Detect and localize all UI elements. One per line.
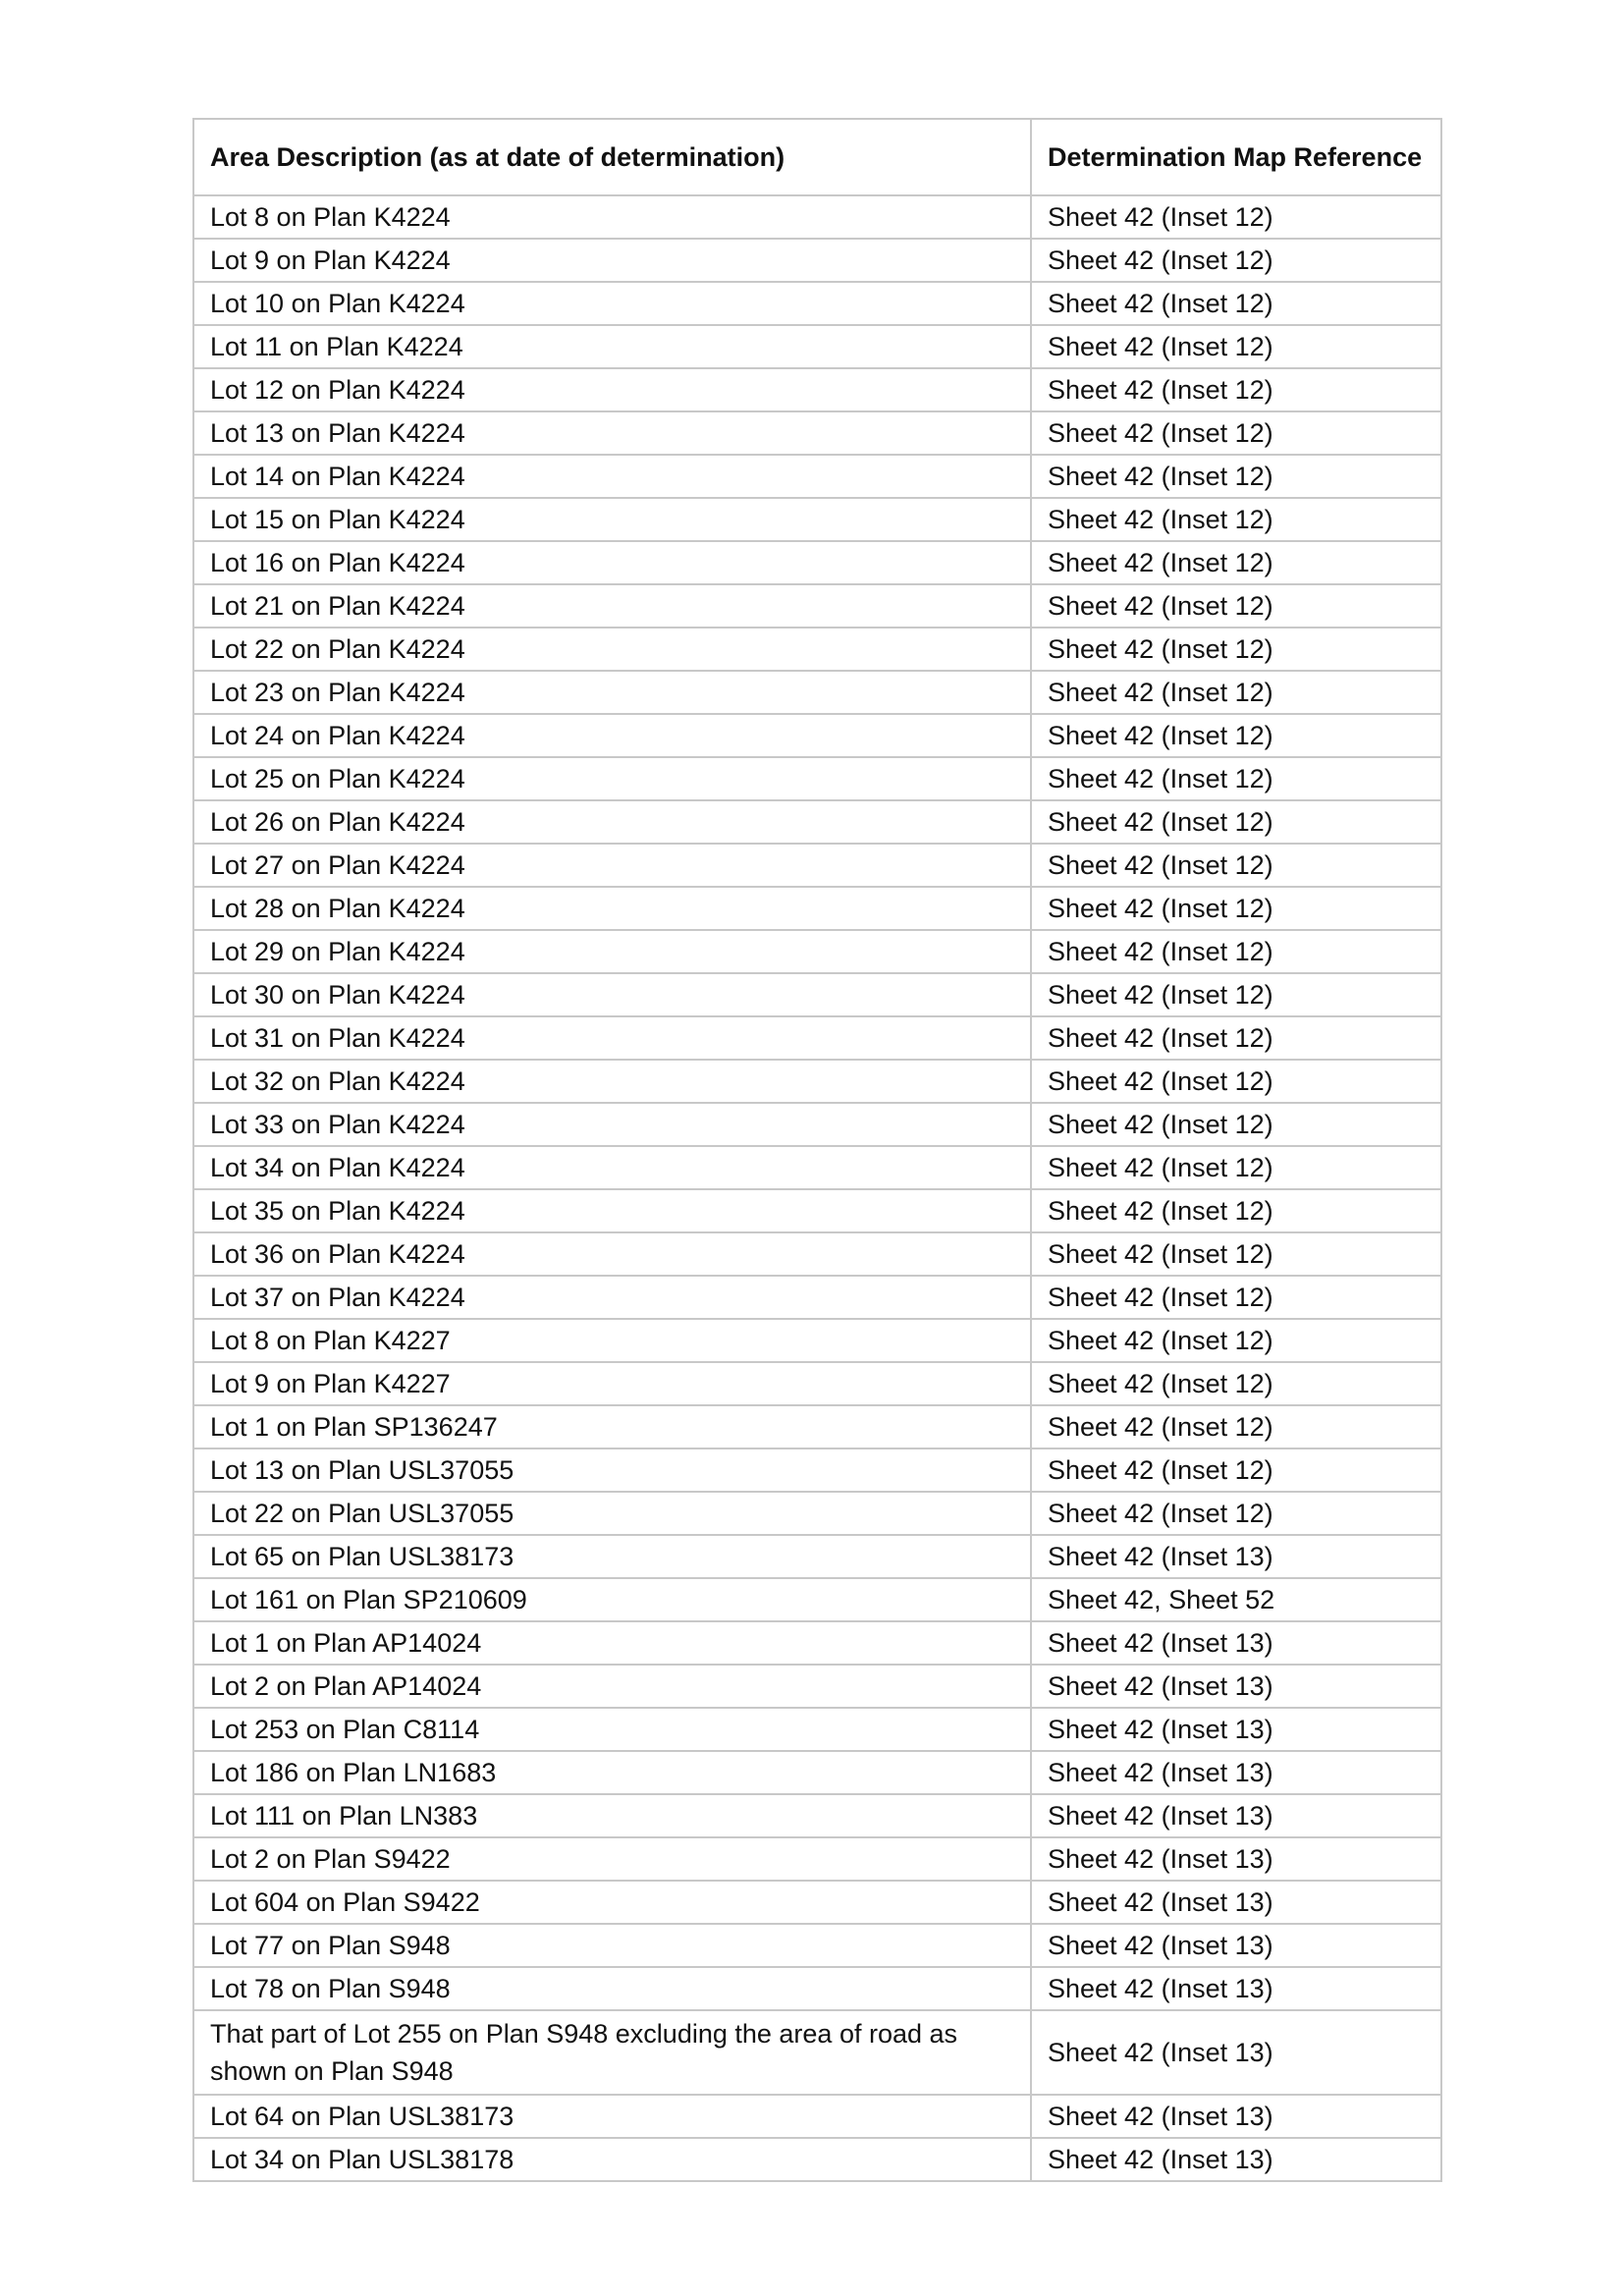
table-row	[193, 1189, 1441, 1232]
area-description-cell: Lot 34 on Plan USL38178	[193, 2138, 1031, 2181]
area-description-cell: Lot 22 on Plan USL37055	[193, 1492, 1031, 1535]
map-reference-cell: Sheet 42 (Inset 13)	[1031, 2010, 1441, 2095]
map-reference-cell: Sheet 42 (Inset 12)	[1031, 1232, 1441, 1276]
table-row	[193, 1837, 1441, 1881]
table-row	[193, 498, 1441, 541]
table-row	[193, 282, 1441, 325]
map-reference-cell: Sheet 42 (Inset 12)	[1031, 714, 1441, 757]
area-description-cell: Lot 9 on Plan K4224	[193, 239, 1031, 282]
area-description-cell: Lot 1 on Plan AP14024	[193, 1621, 1031, 1665]
table-row	[193, 800, 1441, 844]
table-row	[193, 1449, 1441, 1492]
table-row	[193, 1232, 1441, 1276]
area-description-cell: Lot 16 on Plan K4224	[193, 541, 1031, 584]
map-reference-cell: Sheet 42 (Inset 13)	[1031, 1794, 1441, 1837]
table-row	[193, 195, 1441, 239]
area-description-cell: Lot 28 on Plan K4224	[193, 887, 1031, 930]
map-reference-cell: Sheet 42 (Inset 12)	[1031, 800, 1441, 844]
map-reference-cell: Sheet 42 (Inset 13)	[1031, 1837, 1441, 1881]
area-description-cell: Lot 64 on Plan USL38173	[193, 2095, 1031, 2138]
map-reference-cell: Sheet 42 (Inset 12)	[1031, 368, 1441, 411]
area-description-cell: Lot 31 on Plan K4224	[193, 1016, 1031, 1060]
map-reference-cell: Sheet 42 (Inset 12)	[1031, 930, 1441, 973]
map-reference-cell: Sheet 42 (Inset 13)	[1031, 2095, 1441, 2138]
table-row	[193, 325, 1441, 368]
table-row	[193, 584, 1441, 628]
area-description-cell: Lot 21 on Plan K4224	[193, 584, 1031, 628]
table-row	[193, 1708, 1441, 1751]
area-description-cell: Lot 12 on Plan K4224	[193, 368, 1031, 411]
table-row	[193, 757, 1441, 800]
table-row	[193, 2095, 1441, 2138]
table-row	[193, 2138, 1441, 2181]
area-description-cell: Lot 2 on Plan S9422	[193, 1837, 1031, 1881]
table-row	[193, 1751, 1441, 1794]
table-row	[193, 1881, 1441, 1924]
map-reference-cell: Sheet 42 (Inset 13)	[1031, 1751, 1441, 1794]
area-description-cell: Lot 10 on Plan K4224	[193, 282, 1031, 325]
area-description-cell: Lot 111 on Plan LN383	[193, 1794, 1031, 1837]
map-reference-cell: Sheet 42 (Inset 12)	[1031, 455, 1441, 498]
area-description-cell: Lot 2 on Plan AP14024	[193, 1665, 1031, 1708]
table-row	[193, 671, 1441, 714]
map-reference-cell: Sheet 42 (Inset 12)	[1031, 1060, 1441, 1103]
table-row	[193, 1319, 1441, 1362]
area-description-cell: Lot 14 on Plan K4224	[193, 455, 1031, 498]
map-reference-cell: Sheet 42 (Inset 12)	[1031, 973, 1441, 1016]
map-reference-cell: Sheet 42 (Inset 12)	[1031, 239, 1441, 282]
table-row	[193, 541, 1441, 584]
table-row	[193, 1362, 1441, 1405]
table-row	[193, 1535, 1441, 1578]
table-row	[193, 1276, 1441, 1319]
table-row	[193, 1794, 1441, 1837]
table-row	[193, 1016, 1441, 1060]
table-row	[193, 1103, 1441, 1146]
area-description-cell: Lot 33 on Plan K4224	[193, 1103, 1031, 1146]
table-row	[193, 1492, 1441, 1535]
table-row	[193, 1665, 1441, 1708]
area-description-cell: Lot 8 on Plan K4227	[193, 1319, 1031, 1362]
map-reference-cell: Sheet 42 (Inset 12)	[1031, 411, 1441, 455]
map-reference-cell: Sheet 42 (Inset 12)	[1031, 195, 1441, 239]
area-description-cell: Lot 604 on Plan S9422	[193, 1881, 1031, 1924]
area-description-cell: Lot 27 on Plan K4224	[193, 844, 1031, 887]
area-description-cell: Lot 13 on Plan K4224	[193, 411, 1031, 455]
map-reference-cell: Sheet 42 (Inset 13)	[1031, 1967, 1441, 2010]
area-description-cell: Lot 1 on Plan SP136247	[193, 1405, 1031, 1449]
map-reference-cell: Sheet 42 (Inset 12)	[1031, 282, 1441, 325]
map-reference-cell: Sheet 42 (Inset 12)	[1031, 1103, 1441, 1146]
table-row	[193, 1146, 1441, 1189]
area-description-cell: Lot 9 on Plan K4227	[193, 1362, 1031, 1405]
map-reference-cell: Sheet 42 (Inset 13)	[1031, 2138, 1441, 2181]
map-reference-cell: Sheet 42 (Inset 12)	[1031, 887, 1441, 930]
table-row	[193, 455, 1441, 498]
table-row	[193, 1621, 1441, 1665]
area-description-cell: Lot 30 on Plan K4224	[193, 973, 1031, 1016]
map-reference-cell: Sheet 42 (Inset 12)	[1031, 757, 1441, 800]
map-reference-cell: Sheet 42 (Inset 12)	[1031, 1449, 1441, 1492]
map-reference-cell: Sheet 42 (Inset 13)	[1031, 1881, 1441, 1924]
table-row	[193, 2010, 1441, 2095]
table-header	[193, 119, 1441, 195]
map-reference-cell: Sheet 42 (Inset 12)	[1031, 1362, 1441, 1405]
area-description-cell: Lot 8 on Plan K4224	[193, 195, 1031, 239]
area-description-cell: Lot 36 on Plan K4224	[193, 1232, 1031, 1276]
map-reference-cell: Sheet 42 (Inset 12)	[1031, 1189, 1441, 1232]
map-reference-cell: Sheet 42 (Inset 12)	[1031, 498, 1441, 541]
area-description-cell: Lot 161 on Plan SP210609	[193, 1578, 1031, 1621]
area-description-cell: Lot 35 on Plan K4224	[193, 1189, 1031, 1232]
map-reference-cell: Sheet 42 (Inset 12)	[1031, 1319, 1441, 1362]
area-description-cell: Lot 29 on Plan K4224	[193, 930, 1031, 973]
table-row	[193, 1060, 1441, 1103]
table-row	[193, 844, 1441, 887]
area-description-cell: Lot 25 on Plan K4224	[193, 757, 1031, 800]
area-description-cell: Lot 13 on Plan USL37055	[193, 1449, 1031, 1492]
map-reference-cell: Sheet 42 (Inset 12)	[1031, 671, 1441, 714]
map-reference-cell: Sheet 42 (Inset 12)	[1031, 1146, 1441, 1189]
map-reference-cell: Sheet 42, Sheet 52	[1031, 1578, 1441, 1621]
table-row	[193, 887, 1441, 930]
map-reference-cell: Sheet 42 (Inset 12)	[1031, 628, 1441, 671]
table-row	[193, 1405, 1441, 1449]
map-reference-cell: Sheet 42 (Inset 12)	[1031, 1405, 1441, 1449]
map-reference-cell: Sheet 42 (Inset 13)	[1031, 1708, 1441, 1751]
table-row	[193, 1924, 1441, 1967]
area-description-cell: Lot 78 on Plan S948	[193, 1967, 1031, 2010]
table-row	[193, 411, 1441, 455]
map-reference-cell: Sheet 42 (Inset 12)	[1031, 1276, 1441, 1319]
area-description-cell: Lot 24 on Plan K4224	[193, 714, 1031, 757]
map-reference-cell: Sheet 42 (Inset 12)	[1031, 325, 1441, 368]
table-row	[193, 714, 1441, 757]
map-reference-cell: Sheet 42 (Inset 13)	[1031, 1924, 1441, 1967]
area-description-cell: Lot 11 on Plan K4224	[193, 325, 1031, 368]
table-row	[193, 930, 1441, 973]
table-row	[193, 368, 1441, 411]
area-description-cell: Lot 253 on Plan C8114	[193, 1708, 1031, 1751]
area-description-cell: Lot 65 on Plan USL38173	[193, 1535, 1031, 1578]
table-row	[193, 239, 1441, 282]
map-reference-cell: Sheet 42 (Inset 12)	[1031, 1016, 1441, 1060]
area-description-cell: Lot 22 on Plan K4224	[193, 628, 1031, 671]
header-map-reference: Determination Map Reference	[1031, 119, 1441, 195]
determination-table	[192, 118, 1442, 2182]
table-header-row	[193, 119, 1441, 195]
map-reference-cell: Sheet 42 (Inset 12)	[1031, 584, 1441, 628]
map-reference-cell: Sheet 42 (Inset 13)	[1031, 1535, 1441, 1578]
area-description-cell: Lot 34 on Plan K4224	[193, 1146, 1031, 1189]
area-description-cell: Lot 15 on Plan K4224	[193, 498, 1031, 541]
area-description-cell: Lot 26 on Plan K4224	[193, 800, 1031, 844]
map-reference-cell: Sheet 42 (Inset 12)	[1031, 844, 1441, 887]
table-row	[193, 628, 1441, 671]
area-description-cell: Lot 32 on Plan K4224	[193, 1060, 1031, 1103]
table-row	[193, 973, 1441, 1016]
header-area-description: Area Description (as at date of determination)	[193, 119, 1031, 195]
area-description-cell: Lot 186 on Plan LN1683	[193, 1751, 1031, 1794]
table-body	[193, 195, 1441, 2181]
map-reference-cell: Sheet 42 (Inset 13)	[1031, 1665, 1441, 1708]
area-description-cell: Lot 23 on Plan K4224	[193, 671, 1031, 714]
area-description-cell: Lot 37 on Plan K4224	[193, 1276, 1031, 1319]
map-reference-cell: Sheet 42 (Inset 12)	[1031, 541, 1441, 584]
table-row	[193, 1578, 1441, 1621]
area-description-cell: Lot 77 on Plan S948	[193, 1924, 1031, 1967]
map-reference-cell: Sheet 42 (Inset 13)	[1031, 1621, 1441, 1665]
map-reference-cell: Sheet 42 (Inset 12)	[1031, 1492, 1441, 1535]
table-row	[193, 1967, 1441, 2010]
area-description-cell: That part of Lot 255 on Plan S948 excluding the area of road as shown on Plan S948	[193, 2010, 1031, 2095]
